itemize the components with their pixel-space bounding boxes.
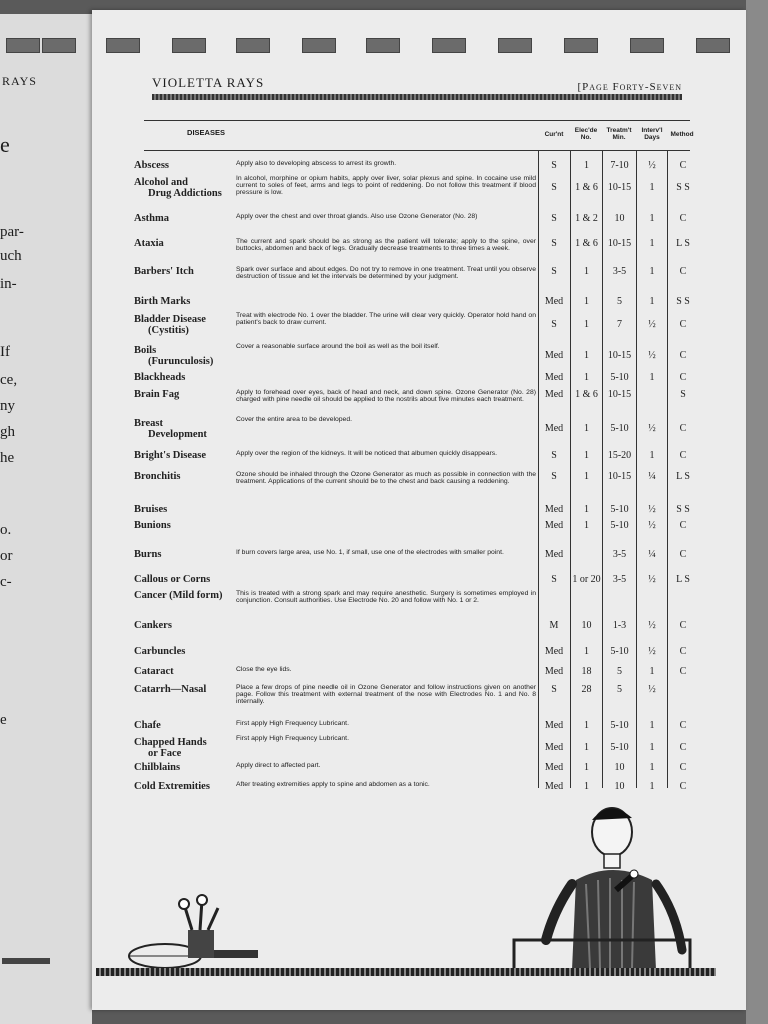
disease-name [134, 238, 164, 249]
column-header-diseases: DISEASES [187, 128, 225, 137]
binder-hole [498, 38, 532, 53]
method-cell: C [679, 213, 687, 224]
page-number: [Page Forty-Seven [577, 81, 682, 93]
disease-name [134, 549, 161, 560]
prev-decorative-rule [2, 958, 50, 964]
electrode-cell: 10 [581, 620, 592, 631]
interval-cell: 1 [649, 742, 655, 753]
current-cell: Med [544, 549, 564, 560]
electrode-cell: 1 & 6 [575, 389, 598, 400]
prev-fragment: ce, [0, 372, 18, 388]
disease-name [134, 684, 206, 695]
treatment-instructions: First apply High Frequency Lubricant. [236, 720, 349, 727]
method-cell: C [679, 620, 687, 631]
current-cell: Med [544, 646, 564, 657]
disease-name [134, 160, 169, 171]
electrode-cell: 1 & 6 [575, 238, 598, 249]
method-cell: C [679, 646, 687, 657]
interval-cell: ¼ [648, 471, 656, 482]
minutes-cell: 5-10 [610, 720, 629, 731]
current-cell: Med [544, 762, 564, 773]
minutes-cell: 5 [617, 296, 622, 307]
method-cell: C [679, 666, 687, 677]
current-cell: S [551, 471, 557, 482]
treatment-instructions: Apply over the chest and over throat glands. Also use Ozone Generator (No. 28) [236, 213, 478, 220]
electrode-cell: 1 [584, 646, 589, 657]
method-cell: C [679, 350, 687, 361]
prev-fragment: e [0, 132, 10, 157]
electrode-cell: 1 [584, 296, 589, 307]
binder-holes [0, 38, 768, 52]
disease-label: Cold Extremities [134, 781, 210, 792]
prev-fragment: he [0, 450, 15, 466]
disease-label: Alcohol and [134, 177, 188, 188]
disease-label: Bright's Disease [134, 450, 207, 461]
treatment-instructions: Spark over surface and about edges. Do not try to remove in one treatment. Treat until you observe destruction of tissue and let the intervals be determined by your judgment. [236, 266, 536, 281]
disease-label: Birth Marks [134, 296, 191, 307]
minutes-cell: 15-20 [607, 450, 632, 461]
current-cell: Med [544, 372, 564, 383]
interval-cell: ½ [648, 520, 656, 531]
method-cell: S S [676, 504, 690, 515]
treatment-instructions: Apply to forehead over eyes, back of head and neck, and down spine. Ozone Generator (No. 28) charged with pine needle oil should be applied to the nostrils about five minutes each treatment. [236, 389, 536, 404]
disease-name [134, 781, 210, 792]
electrode-cell: 1 & 6 [575, 182, 598, 193]
interval-cell: ½ [648, 504, 656, 515]
method-cell: C [679, 781, 687, 792]
disease-label: Catarrh—Nasal [134, 684, 207, 695]
interval-cell: 1 [649, 450, 655, 461]
minutes-cell: 5 [617, 666, 622, 677]
minutes-cell: 10-15 [607, 389, 632, 400]
column-header-treatment: Treatm't Min. [606, 127, 632, 141]
minutes-cell: 5-10 [610, 520, 629, 531]
electrode-cell: 1 & 2 [575, 213, 598, 224]
minutes-cell: 5-10 [610, 423, 629, 434]
interval-cell: 1 [649, 296, 655, 307]
disease-label: Brain Fag [134, 389, 180, 400]
interval-cell: ½ [648, 620, 656, 631]
disease-label: Breast [134, 418, 163, 429]
binder-hole [236, 38, 270, 53]
minutes-cell: 10 [614, 781, 625, 792]
disease-label: Ataxia [134, 238, 164, 249]
electrode-cell: 1 [584, 742, 589, 753]
disease-label: Callous or Corns [134, 574, 211, 585]
disease-name [134, 314, 206, 336]
current-cell: S [551, 182, 557, 193]
disease-name [134, 737, 207, 759]
disease-label: Carbuncles [134, 646, 186, 657]
interval-cell: ½ [648, 684, 656, 695]
interval-cell: 1 [649, 372, 655, 383]
document-page [92, 10, 746, 1010]
disease-sublabel: Development [148, 429, 207, 440]
disease-name [134, 266, 194, 277]
current-cell: Med [544, 520, 564, 531]
treatment-instructions: Close the eye lids. [236, 666, 292, 673]
disease-label: Chilblains [134, 762, 181, 773]
prev-fragment: or [0, 548, 13, 564]
disease-label: Asthma [134, 213, 170, 224]
current-cell: M [549, 620, 559, 631]
treatment-instructions: The current and spark should be as strong as the patient will tolerate; apply to the spine, over buttocks, abdomen and back of legs. Gradually decrease treatments to three times a week. [236, 238, 536, 253]
sports-equipment-illustration [110, 890, 270, 970]
interval-cell: 1 [649, 182, 655, 193]
treatment-instructions: After treating extremities apply to spine and abdomen as a tonic. [236, 781, 430, 788]
method-cell: C [679, 372, 687, 383]
man-using-violet-ray-illustration [506, 800, 706, 980]
method-cell: S [680, 389, 686, 400]
current-cell: S [551, 213, 557, 224]
binder-hole [302, 38, 336, 53]
minutes-cell: 1-3 [612, 620, 627, 631]
minutes-cell: 10-15 [607, 350, 632, 361]
interval-cell: ½ [648, 319, 656, 330]
method-cell: C [679, 266, 687, 277]
disease-name [134, 372, 185, 383]
method-cell: S S [676, 182, 690, 193]
current-cell: S [551, 160, 557, 171]
column-header-method: Method [670, 131, 694, 138]
method-cell: C [679, 720, 687, 731]
electrode-cell: 1 [584, 350, 589, 361]
method-cell: C [679, 742, 687, 753]
disease-sublabel: (Cystitis) [148, 325, 189, 336]
treatment-instructions: Treat with electrode No. 1 over the bladder. The urine will clear very quickly. Operator hold hand on patient's back to draw current. [236, 312, 536, 327]
prev-fragment: e [0, 712, 7, 728]
disease-sublabel: (Furunculosis) [148, 356, 214, 367]
previous-running-head: RAYS [2, 74, 37, 88]
minutes-cell: 10-15 [607, 238, 632, 249]
electrode-cell: 1 or 20 [572, 574, 601, 585]
interval-cell: 1 [649, 213, 655, 224]
treatment-instructions: Apply direct to affected part. [236, 762, 321, 769]
treatment-instructions: Place a few drops of pine needle oil in Ozone Generator and follow instructions given on another page. Follow this treatment with external treatment of the nose with Electrodes No. 1 and No. 8 internally. [236, 684, 536, 706]
disease-label: Chapped Hands [134, 737, 207, 748]
disease-label: Abscess [134, 160, 170, 171]
bottom-decorative-border [96, 968, 716, 976]
interval-cell: ½ [648, 423, 656, 434]
prev-fragment: o. [0, 522, 12, 538]
minutes-cell: 5 [617, 684, 622, 695]
current-cell: S [551, 574, 557, 585]
disease-label: Bladder Disease [134, 314, 206, 325]
minutes-cell: 10-15 [607, 182, 632, 193]
electrode-cell: 1 [584, 720, 589, 731]
minutes-cell: 5-10 [610, 742, 629, 753]
disease-name [134, 177, 222, 199]
current-cell: Med [544, 666, 564, 677]
disease-name [134, 418, 207, 440]
method-cell: L S [676, 471, 690, 482]
prev-fragment: in- [0, 276, 17, 292]
interval-cell: ½ [648, 160, 656, 171]
disease-name [134, 520, 171, 531]
disease-label: Burns [134, 549, 162, 560]
method-cell: C [679, 319, 687, 330]
interval-cell: 1 [649, 762, 655, 773]
minutes-cell: 7-10 [610, 160, 629, 171]
disease-name [134, 720, 161, 731]
prev-fragment: gh [0, 424, 15, 440]
current-cell: Med [544, 389, 564, 400]
running-head-title: VIOLETTA RAYS [152, 75, 265, 90]
minutes-cell: 3-5 [612, 574, 627, 585]
prev-fragment: par- [0, 224, 24, 240]
disease-name [134, 574, 210, 585]
treatment-instructions: Cover a reasonable surface around the boil as well as the boil itself. [236, 343, 440, 350]
minutes-cell: 3-5 [612, 266, 627, 277]
current-cell: S [551, 450, 557, 461]
minutes-cell: 5-10 [610, 372, 629, 383]
current-cell: S [551, 684, 557, 695]
disease-name [134, 590, 222, 601]
current-cell: Med [544, 720, 564, 731]
binder-hole [6, 38, 40, 53]
electrode-cell: 1 [584, 319, 589, 330]
current-cell: S [551, 319, 557, 330]
method-cell: C [679, 160, 687, 171]
current-cell: Med [544, 781, 564, 792]
method-cell: C [679, 762, 687, 773]
current-cell: S [551, 266, 557, 277]
binder-hole [564, 38, 598, 53]
electrode-cell: 28 [581, 684, 592, 695]
current-cell: Med [544, 350, 564, 361]
current-cell: S [551, 238, 557, 249]
interval-cell: 1 [649, 720, 655, 731]
electrode-cell: 1 [584, 423, 589, 434]
interval-cell: 1 [649, 266, 655, 277]
electrode-cell: 1 [584, 520, 589, 531]
disease-label: Chafe [134, 720, 161, 731]
column-header-interval: Interv'l Days [641, 127, 663, 141]
electrode-cell: 1 [584, 781, 589, 792]
header-rule [152, 94, 682, 100]
disease-label: Boils [134, 345, 157, 356]
electrode-cell: 1 [584, 450, 589, 461]
disease-name [134, 345, 213, 367]
treatment-instructions: If burn covers large area, use No. 1, if small, use one of the electrodes with smaller point. [236, 549, 504, 556]
disease-name [134, 666, 174, 677]
interval-cell: 1 [649, 666, 655, 677]
binder-hole [432, 38, 466, 53]
current-cell: Med [544, 423, 564, 434]
minutes-cell: 5-10 [610, 646, 629, 657]
prev-fragment: uch [0, 248, 22, 264]
binder-hole [366, 38, 400, 53]
disease-label: Barbers' Itch [134, 266, 194, 277]
electrode-cell: 1 [584, 762, 589, 773]
method-cell: C [679, 423, 687, 434]
disease-name [134, 504, 167, 515]
column-header-current: Cur'nt [544, 131, 564, 138]
disease-name [134, 296, 190, 307]
treatment-instructions: Cover the entire area to be developed. [236, 416, 353, 423]
electrode-cell: 1 [584, 266, 589, 277]
disease-label: Cancer (Mild form) [134, 590, 223, 601]
current-cell: Med [544, 742, 564, 753]
interval-cell: ½ [648, 646, 656, 657]
previous-page [0, 14, 92, 1024]
electrode-cell: 1 [584, 160, 589, 171]
treatment-instructions: Ozone should be inhaled through the Ozone Generator as much as possible in connection with the treatment. Applications of the current should be to the chest and back causing a reddening. [236, 471, 536, 486]
treatment-instructions: First apply High Frequency Lubricant. [236, 735, 349, 742]
disease-name [134, 646, 185, 657]
electrode-cell: 1 [584, 471, 589, 482]
disease-sublabel: Drug Addictions [148, 188, 222, 199]
method-cell: S S [676, 296, 690, 307]
disease-name [134, 450, 206, 461]
column-header-electrode: Elec'de No. [574, 127, 598, 141]
minutes-cell: 10-15 [607, 471, 632, 482]
disease-name [134, 471, 180, 482]
disease-name [134, 762, 180, 773]
treatment-instructions: This is treated with a strong spark and may require anesthetic. Surgery is sometimes employed in conjunction. Consult authorities. Use Electrode No. 20 and follow with No. 1 or 2. [236, 590, 536, 605]
method-cell: C [679, 520, 687, 531]
disease-name [134, 213, 169, 224]
minutes-cell: 10 [614, 762, 625, 773]
page-edge [746, 0, 768, 1024]
interval-cell: ½ [648, 574, 656, 585]
interval-cell: 1 [649, 781, 655, 792]
table-top-rule [144, 120, 690, 121]
current-cell: Med [544, 296, 564, 307]
electrode-cell: 1 [584, 504, 589, 515]
method-cell: C [679, 549, 687, 560]
table-header-rule [144, 150, 690, 151]
disease-label: Blackheads [134, 372, 186, 383]
disease-name [134, 389, 179, 400]
disease-label: Bruises [134, 504, 168, 515]
prev-fragment: ny [0, 398, 15, 414]
binder-hole [696, 38, 730, 53]
binder-hole [630, 38, 664, 53]
prev-fragment: c- [0, 574, 12, 590]
interval-cell: ½ [648, 350, 656, 361]
disease-sublabel: or Face [148, 748, 182, 759]
method-cell: C [679, 450, 687, 461]
prev-fragment: If [0, 344, 10, 360]
current-cell: Med [544, 504, 564, 515]
electrode-cell: 18 [581, 666, 592, 677]
disease-name [134, 620, 172, 631]
interval-cell: ¼ [648, 549, 656, 560]
minutes-cell: 7 [617, 319, 622, 330]
electrode-cell: 1 [584, 372, 589, 383]
treatment-instructions: In alcohol, morphine or opium habits, apply over liver, solar plexus and spine. In cocaine use mild current to soles of feet, arms and legs to point of reddening. Do not follow this treatment if blood pressure is low. [236, 175, 536, 197]
treatment-instructions: Apply over the region of the kidneys. It will be noticed that albumen quickly disappears. [236, 450, 498, 457]
disease-label: Cankers [134, 620, 172, 631]
binder-hole [42, 38, 76, 53]
interval-cell: 1 [649, 238, 655, 249]
disease-label: Bronchitis [134, 471, 181, 482]
disease-label: Bunions [134, 520, 171, 531]
method-cell: L S [676, 238, 690, 249]
disease-label: Cataract [134, 666, 174, 677]
binder-hole [172, 38, 206, 53]
binder-hole [106, 38, 140, 53]
treatment-instructions: Apply also to developing abscess to arrest its growth. [236, 160, 397, 167]
minutes-cell: 3-5 [612, 549, 627, 560]
method-cell: L S [676, 574, 690, 585]
minutes-cell: 5-10 [610, 504, 629, 515]
minutes-cell: 10 [614, 213, 625, 224]
